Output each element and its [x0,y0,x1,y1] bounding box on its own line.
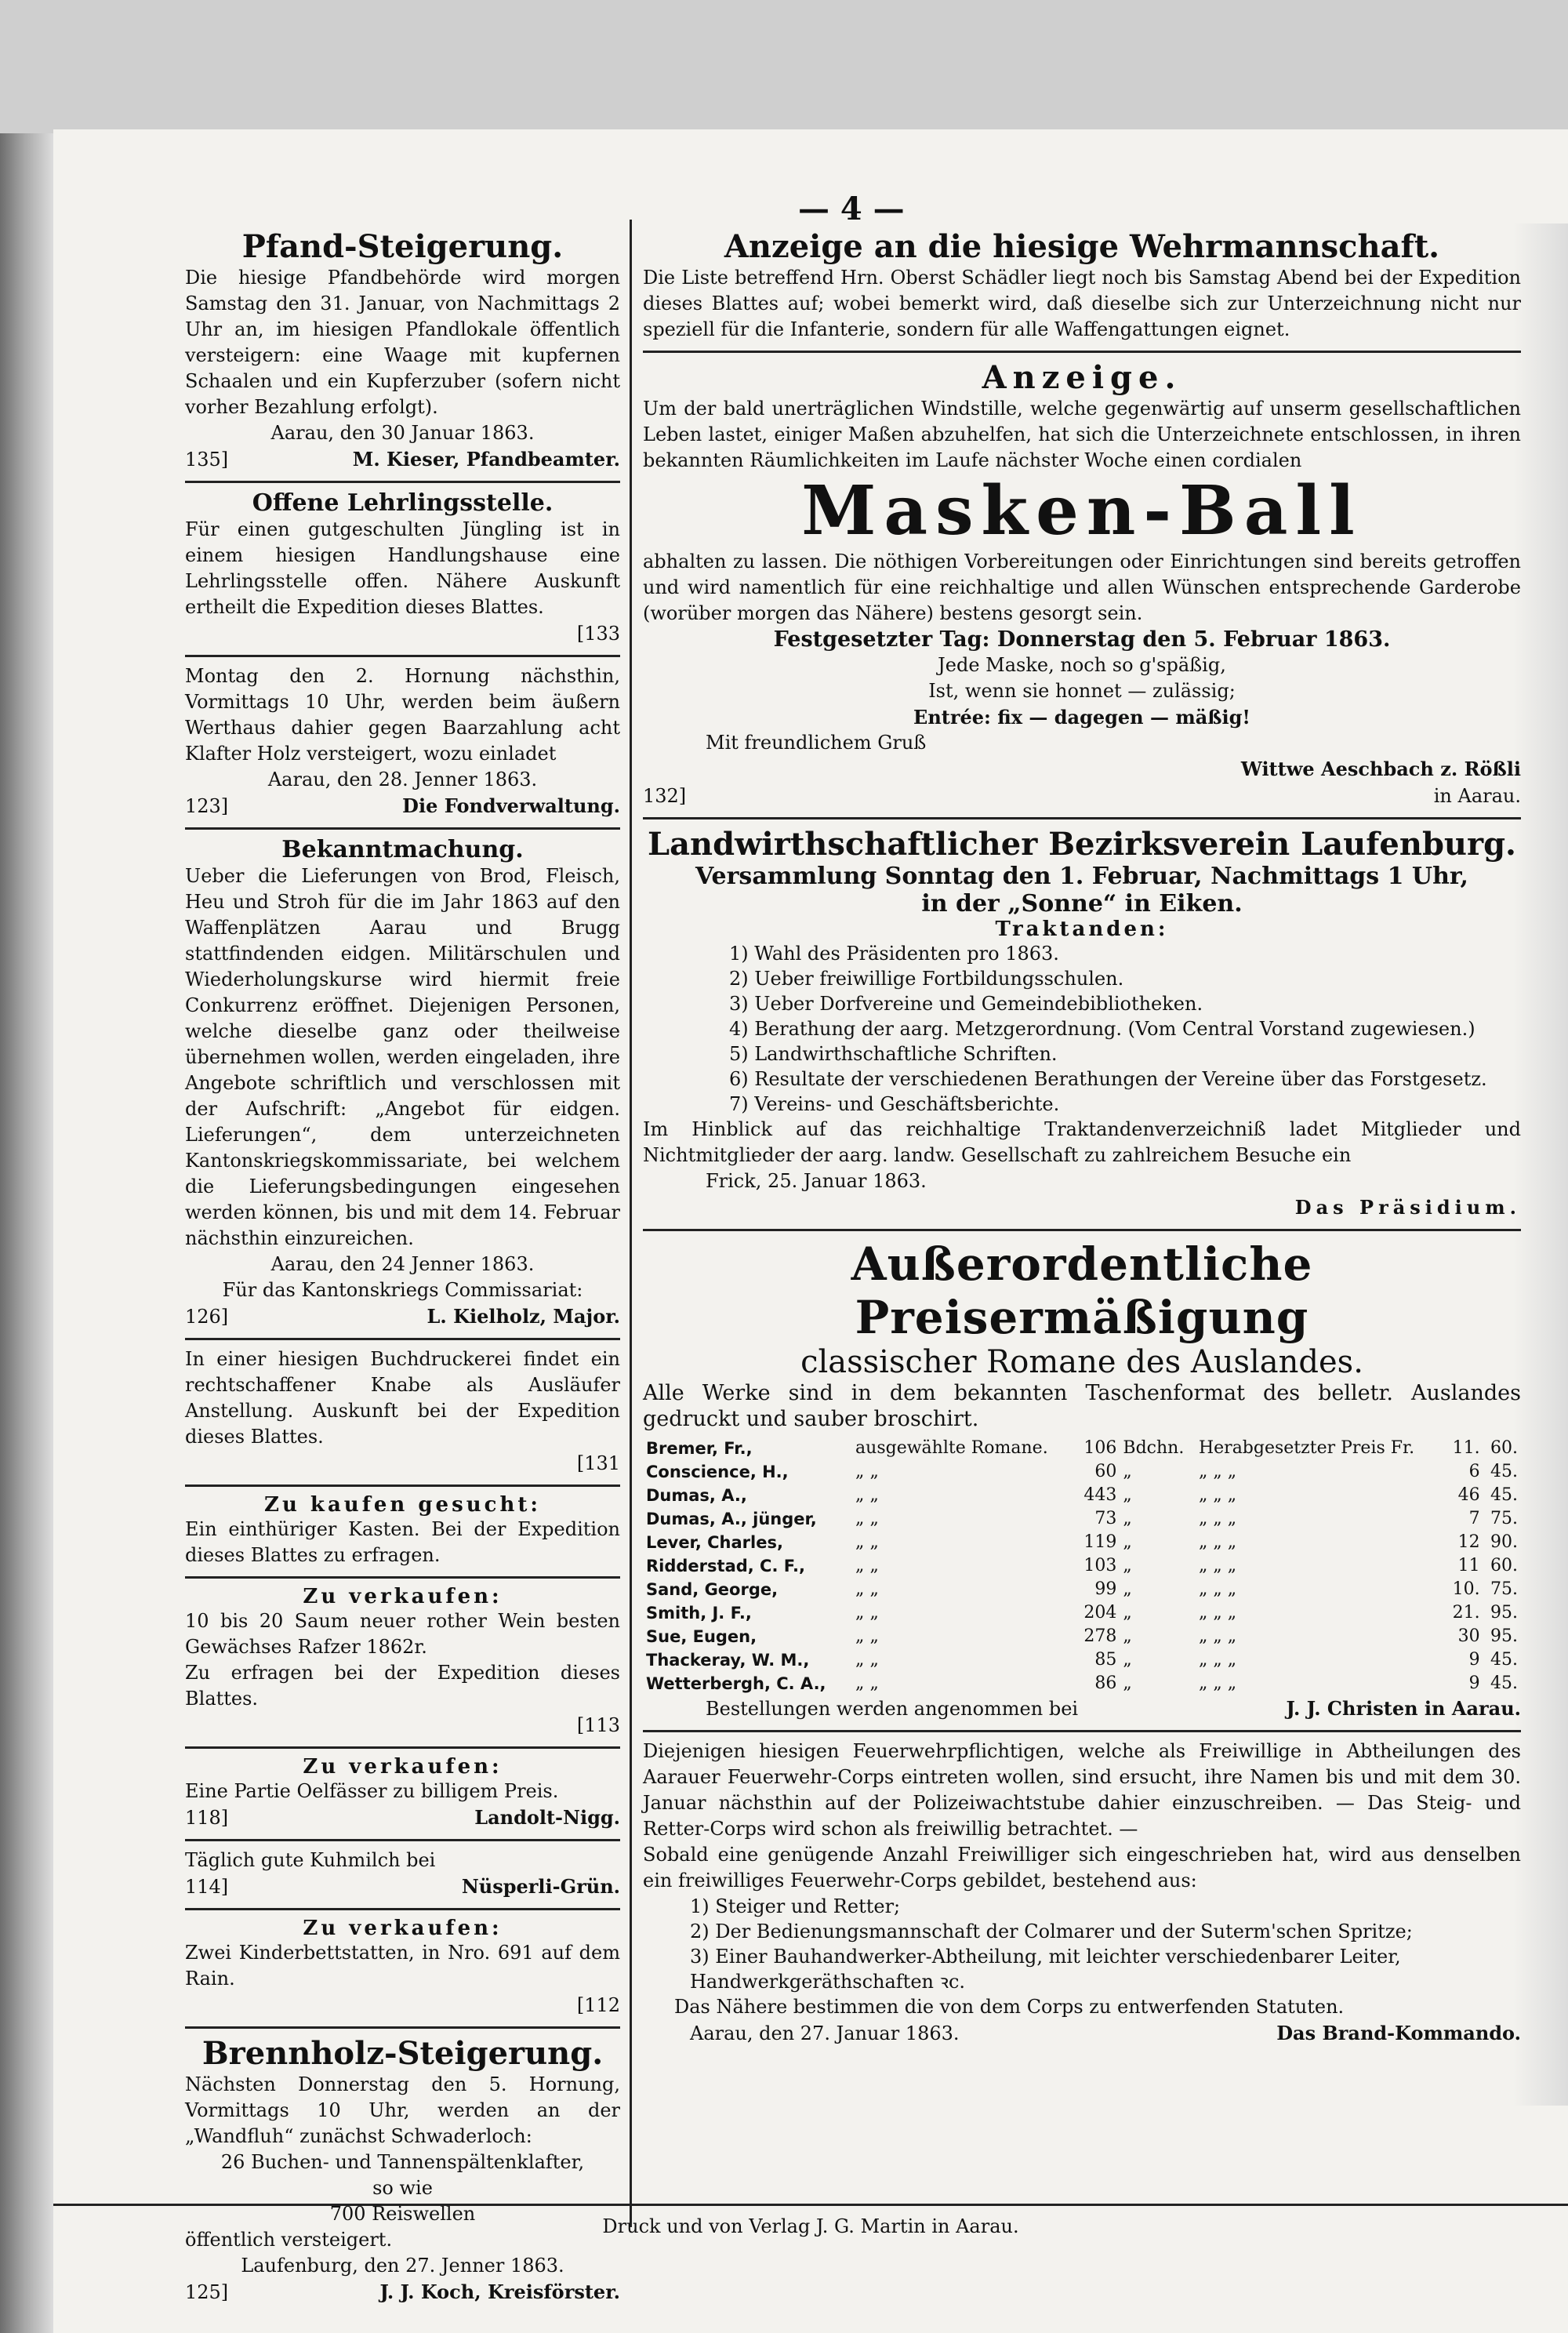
ad-place-date: Aarau, den 30 Januar 1863. [270,422,535,444]
ad-text: Nächsten Donnerstag den 5. Hornung, Vormittags 10 Uhr, werden an der „Wandfluh“ zunächst Schwaderloch: [185,2073,620,2147]
traktanden-list [643,941,1521,1117]
table-row [643,1672,1521,1695]
list-item: 3) Ueber Dorfvereine und Gemeindebibliotheken. [729,993,1203,1015]
cell-vols: 103 [1083,1556,1117,1575]
ad-number: 123] [185,795,229,817]
ad-title: Landwirthschaftlicher Bezirksverein Laufenburg. [648,826,1516,863]
table-row [643,1437,1521,1460]
ad-headline: Masken-Ball [801,471,1363,551]
ad-title: Anzeige an die hiesige Wehrmannschaft. [724,228,1440,265]
cell-fr: 30 [1457,1626,1480,1646]
ad-text: Im Hinblick auf das reichhaltige Traktandenverzeichniß ladet Mitglieder und Nichtmitglieder der aarg. landw. Gesellschaft zu zahlreichem Besuche ein [643,1118,1521,1166]
ad-text: Um der bald unerträglichen Windstille, welche gegenwärtig auf unserm gesellschaftlichen Leben lastet, einiger Maßen abzuhelfen, hat sich die Unterzeichnete entschlossen, in ihren bekannten Räumlichkeiten im Laufe nächster Woche einen cordialen [643,398,1521,471]
ad-signer: J. J. Koch, Kreisförster. [379,2280,620,2303]
cell-author: Dumas, A., [646,1486,747,1505]
cell-author: Dumas, A., jünger, [646,1510,817,1528]
ad-text: Alle Werke sind in dem bekannten Taschenformat des belletr. Auslandes gedruckt und sauber broschirt. [643,1381,1521,1431]
ad-signer: Das Brand-Kommando. [1276,2022,1521,2044]
ad-number: [133 [576,623,620,645]
ad-pfand-steigerung [185,222,620,483]
cell-rp: 95. [1490,1603,1518,1623]
cell-fr: 11. [1452,1438,1480,1458]
table-row [643,1625,1521,1648]
cell-vols: 106 [1083,1438,1117,1458]
ad-text: In einer hiesigen Buchdruckerei findet ein rechtschaffener Knabe als Ausläufer Anstellung. Auskunft bei der Expedition dieses Blattes. [185,1348,620,1448]
list-item: 3) Einer Bauhandwerker-Abtheilung, mit leichter verschiedenbarer Leiter, Handwerkgeräthschaften ꝛc. [690,1946,1401,1993]
cell-unit: „ [1123,1626,1132,1646]
cell-fr: 9 [1468,1673,1480,1693]
ad-title: Zu verkaufen: [303,1585,503,1608]
cell-desc: „ „ [855,1650,879,1670]
ad-number: [112 [576,1994,620,2016]
ad-text: Die Liste betreffend Hrn. Oberst Schädler liegt noch bis Samstag Abend bei der Expedition dieses Blattes auf; wobei bemerkt wird, daß dieselbe sich zur Unterzeichnung nicht nur speziell für die Infanterie, sondern für alle Waffengattungen eignet. [643,267,1521,340]
ad-line-3: 700 Reiswellen [329,2203,476,2225]
ad-number: 135] [185,449,229,471]
ad-signer: L. Kielholz, Major. [426,1305,620,1328]
list-item: 1) Wahl des Präsidenten pro 1863. [729,943,1059,965]
ad-signer: Nüsperli-Grün. [461,1875,620,1898]
ad-number: 125] [185,2281,229,2303]
ad-text: Zwei Kinderbettstatten, in Nro. 691 auf dem Rain. [185,1942,620,1990]
ad-text: Täglich gute Kuhmilch bei [185,1849,436,1871]
left-column [185,222,620,2313]
cell-author: Smith, J. F., [646,1604,752,1623]
ad-kinderbettstatten [185,1910,620,2029]
cell-fr: 46 [1457,1485,1480,1505]
ad-signer: Die Fondverwaltung. [402,794,620,817]
ad-text-2: abhalten zu lassen. Die nöthigen Vorbereitungen oder Einrichtungen sind bereits getroffen und wird namentlich für eine reichhaltige und allen Wünschen entsprechende Garderobe (worüber morgen das Nähere) bestens gesorgt sein. [643,551,1521,624]
ad-signer: Das Präsidium. [1294,1196,1521,1219]
cell-fr: 10. [1452,1579,1480,1599]
cell-unit: „ [1123,1579,1132,1599]
ad-text-2: Sobald eine genügende Anzahl Freiwilliger sich eingeschrieben hat, wird aus denselben ein freiwilliges Feuerwehr-Corps gebildet, bestehend aus: [643,1844,1521,1891]
cell-fr: 7 [1468,1509,1480,1528]
cell-author: Sand, George, [646,1580,779,1599]
ad-verse-2: Ist, wenn sie honnet — zulässig; [928,680,1236,702]
ad-title: Zu kaufen gesucht: [264,1493,541,1517]
ad-office: Für das Kantonskriegs Commissariat: [222,1279,583,1301]
cell-fr: 21. [1452,1603,1480,1623]
ad-place-date: Aarau, den 28. Jenner 1863. [267,769,538,790]
cell-author: Ridderstad, C. F., [646,1557,805,1575]
cell-desc: „ „ [855,1532,879,1552]
ad-kasten [185,1487,620,1579]
ad-place-date: Aarau, den 24 Jenner 1863. [270,1253,535,1275]
list-item: 2) Der Bedienungsmannschaft der Colmarer und der Suterm'schen Spritze; [690,1921,1413,1942]
cell-author: Bremer, Fr., [646,1439,753,1458]
cell-label: „ „ „ [1198,1485,1237,1505]
ad-title: Außerordentliche Preisermäßigung [851,1237,1313,1344]
cell-unit: „ [1123,1556,1132,1575]
cell-label: „ „ „ [1198,1556,1237,1575]
cell-vols: 86 [1094,1673,1117,1693]
ad-title: Anzeige. [982,359,1182,396]
ad-line-1: 26 Buchen- und Tannenspältenklafter, [220,2151,585,2173]
cell-desc: „ „ [855,1603,879,1623]
cell-unit: „ [1123,1673,1132,1693]
ad-text-2: öffentlich versteigert. [185,2229,393,2251]
cell-rp: 60. [1490,1438,1518,1458]
cell-vols: 60 [1094,1462,1117,1481]
ad-number: [113 [576,1714,620,1736]
ad-bekanntmachung [185,830,620,1340]
cell-rp: 45. [1490,1485,1518,1505]
cell-label: „ „ „ [1198,1579,1237,1599]
ad-subtitle-1: Versammlung Sonntag den 1. Februar, Nachmittags 1 Uhr, [695,863,1468,890]
list-item: 7) Vereins- und Geschäftsberichte. [729,1093,1060,1115]
ad-text: Für einen gutgeschulten Jüngling ist in einem hiesigen Handlungshause eine Lehrlingsstelle offen. Nähere Auskunft ertheilt die Expedition dieses Blattes. [185,518,620,618]
cell-unit: „ [1123,1603,1132,1623]
page-bleed-edge [1513,223,1568,2106]
cell-author: Conscience, H., [646,1463,789,1481]
cell-vols: 278 [1083,1626,1117,1646]
ad-kuhmilch [185,1841,620,1910]
ad-line-2: so wie [372,2177,433,2199]
ad-place-date: Frick, 25. Januar 1863. [706,1170,927,1192]
table-row [643,1648,1521,1672]
ad-number: [131 [576,1452,620,1474]
ad-text-3: Das Nähere bestimmen die von dem Corps zu entwerfenden Statuten. [674,1996,1345,2018]
cell-author: Wetterbergh, C. A., [646,1674,826,1693]
ad-signer: Wittwe Aeschbach z. Rößli [1240,758,1521,780]
list-item: 5) Landwirthschaftliche Schriften. [729,1043,1058,1065]
ad-number: 118] [185,1807,229,1829]
list-item: 6) Resultate der verschiedenen Berathungen der Vereine über das Forstgesetz. [729,1068,1487,1090]
ad-title: Bekanntmachung. [281,836,524,863]
cell-desc: „ „ [855,1462,879,1481]
cell-desc: ausgewählte Romane. [855,1438,1048,1458]
table-row [643,1484,1521,1507]
cell-label: „ „ „ [1198,1673,1237,1693]
cell-label: „ „ „ [1198,1650,1237,1670]
cell-fr: 9 [1468,1650,1480,1670]
cell-rp: 60. [1490,1556,1518,1575]
cell-rp: 95. [1490,1626,1518,1646]
ad-date: Festgesetzter Tag: Donnerstag den 5. Februar 1863. [773,627,1391,652]
ad-wehrmannschaft [643,222,1521,353]
cell-fr: 6 [1468,1462,1480,1481]
cell-desc: „ „ [855,1673,879,1693]
cell-vols: 73 [1094,1509,1117,1528]
cell-label: „ „ „ [1198,1509,1237,1528]
ad-title: Brennholz-Steigerung. [201,2035,604,2072]
table-row [643,1507,1521,1531]
cell-label: Herabgesetzter Preis Fr. [1198,1438,1415,1458]
ad-verse-1: Jede Maske, noch so g'späßig, [938,654,1226,676]
cell-unit: „ [1123,1509,1132,1528]
ad-number: 132] [643,785,687,807]
ad-place-date: Aarau, den 27. Januar 1863. [690,2022,960,2044]
ad-masken-ball [643,353,1521,819]
cell-vols: 99 [1094,1579,1117,1599]
cell-vols: 85 [1094,1650,1117,1670]
cell-author: Lever, Charles, [646,1533,783,1552]
cell-vols: 443 [1083,1485,1117,1505]
ad-text: Diejenigen hiesigen Feuerwehrpflichtigen, welche als Freiwillige in Abtheilungen des Aarauer Feuerwehr-Corps eintreten wollen, sind ersucht, ihre Namen bis und mit dem 30. Januar nächsthin auf der Polizeiwachtstube dahier einzuschreiben. — Das Steig- und Retter-Corps wird schon als freiwillig betrachtet. — [643,1740,1521,1840]
cell-unit: „ [1123,1485,1132,1505]
ad-brennholz-steigerung [185,2029,620,2313]
ad-order: Bestellungen werden angenommen bei [706,1698,1079,1720]
ad-text: Ein einthüriger Kasten. Bei der Expedition dieses Blattes zu erfragen. [185,1518,620,1566]
printer-footer: Druck und von Verlag J. G. Martin in Aarau. [53,2204,1568,2237]
cell-rp: 45. [1490,1673,1518,1693]
table-row [643,1460,1521,1484]
ad-greeting: Mit freundlichem Gruß [706,732,927,754]
table-row [643,1578,1521,1601]
cell-vols: 204 [1083,1603,1117,1623]
cell-label: „ „ „ [1198,1603,1237,1623]
cell-rp: 45. [1490,1650,1518,1670]
cell-unit: Bdchn. [1123,1438,1185,1458]
list-item: 2) Ueber freiwillige Fortbildungsschulen. [729,968,1124,990]
ad-text: Ueber die Lieferungen von Brod, Fleisch, Heu und Stroh für die im Jahr 1863 auf den Waffenplätzen Aarau und Brugg stattfindenden eidgen. Militärschulen und Wiederholungskurse wird hiermit freie Conkurrenz eröffnet. Diejenigen Personen, welche dieselbe ganz oder theilweise übernehmen wollen, werden eingeladen, ihre Angebote schriftlich und verschlossen mit der Aufschrift: „Angebot für eidgen. Lieferungen“, dem unterzeichneten Kantonskriegskommissariate, bei welchem die Lieferungsbedingungen eingesehen werden können, bis und mit dem 14. Februar nächsthin einzureichen. [185,865,620,1249]
cell-author: Thackeray, W. M., [646,1651,810,1670]
cell-label: „ „ „ [1198,1462,1237,1481]
cell-label: „ „ „ [1198,1532,1237,1552]
page-number: — 4 — [798,191,905,227]
cell-rp: 75. [1490,1579,1518,1599]
ad-preisermaessigung [643,1231,1521,1732]
book-edge [0,133,55,2333]
table-row [643,1531,1521,1554]
ad-signer: M. Kieser, Pfandbeamter. [352,448,620,471]
ad-text-2: Zu erfragen bei der Expedition dieses Blattes. [185,1662,620,1710]
ad-text: Montag den 2. Hornung nächsthin, Vormittags 10 Uhr, werden beim äußern Werthaus dahier gegen Baarzahlung acht Klafter Holz versteigert, wozu einladet [185,665,620,765]
ad-number: 114] [185,1876,229,1898]
price-table [643,1437,1521,1695]
cell-fr: 11 [1457,1556,1480,1575]
ad-number: 126] [185,1306,229,1328]
cell-desc: „ „ [855,1485,879,1505]
ad-signer-place: in Aarau. [1433,785,1521,807]
ad-title: Zu verkaufen: [303,1917,503,1940]
ad-holz-versteigerung [185,657,620,830]
ad-title: Zu verkaufen: [303,1755,503,1779]
cell-rp: 45. [1490,1462,1518,1481]
ad-subtitle-2: in der „Sonne“ in Eiken. [921,890,1243,918]
cell-rp: 90. [1490,1532,1518,1552]
table-row [643,1554,1521,1578]
ad-traktanden-label: Traktanden: [995,918,1169,941]
ad-text: Die hiesige Pfandbehörde wird morgen Samstag den 31. Januar, von Nachmittags 2 Uhr an, im hiesigen Pfandlokale öffentlich versteigern: eine Waage mit kupfernen Schaalen und ein Kupferzuber (sofern nicht vorher Bezahlung erfolgt). [185,267,620,418]
ad-signer: Landolt-Nigg. [474,1806,620,1829]
ad-lehrlingsstelle [185,483,620,657]
ad-text: 10 bis 20 Saum neuer rother Wein besten Gewächses Rafzer 1862r. [185,1610,620,1658]
ad-subtitle: classischer Romane des Auslandes. [800,1344,1363,1380]
feuerwehr-list [643,1894,1521,1994]
ad-oelfaesser [185,1749,620,1841]
right-column [643,222,1521,2055]
ad-feuerwehr [643,1732,1521,2055]
table-row [643,1601,1521,1625]
cell-desc: „ „ [855,1579,879,1599]
cell-label: „ „ „ [1198,1626,1237,1646]
cell-desc: „ „ [855,1509,879,1528]
cell-vols: 119 [1083,1532,1117,1552]
cell-unit: „ [1123,1650,1132,1670]
ad-signer: J. J. Christen in Aarau. [1286,1697,1521,1720]
cell-desc: „ „ [855,1626,879,1646]
cell-unit: „ [1123,1532,1132,1552]
ad-wein [185,1579,620,1749]
list-item: 1) Steiger und Retter; [690,1895,901,1917]
ad-auslaeufer [185,1340,620,1487]
cell-rp: 75. [1490,1509,1518,1528]
column-rule [630,220,632,2227]
cell-author: Sue, Eugen, [646,1627,757,1646]
ad-text: Eine Partie Oelfässer zu billigem Preis. [185,1780,559,1802]
ad-title: Offene Lehrlingsstelle. [252,489,554,517]
newspaper-page [53,129,1568,2333]
ad-landwirtschaft-verein [643,819,1521,1231]
ad-title: Pfand-Steigerung. [241,228,564,265]
cell-unit: „ [1123,1462,1132,1481]
ad-verse-3: Entrée: fix — dagegen — mäßig! [913,706,1250,729]
cell-fr: 12 [1457,1532,1480,1552]
cell-desc: „ „ [855,1556,879,1575]
ad-place-date: Laufenburg, den 27. Jenner 1863. [241,2255,564,2277]
list-item: 4) Berathung der aarg. Metzgerordnung. (Vom Central Vorstand zugewiesen.) [729,1018,1475,1040]
